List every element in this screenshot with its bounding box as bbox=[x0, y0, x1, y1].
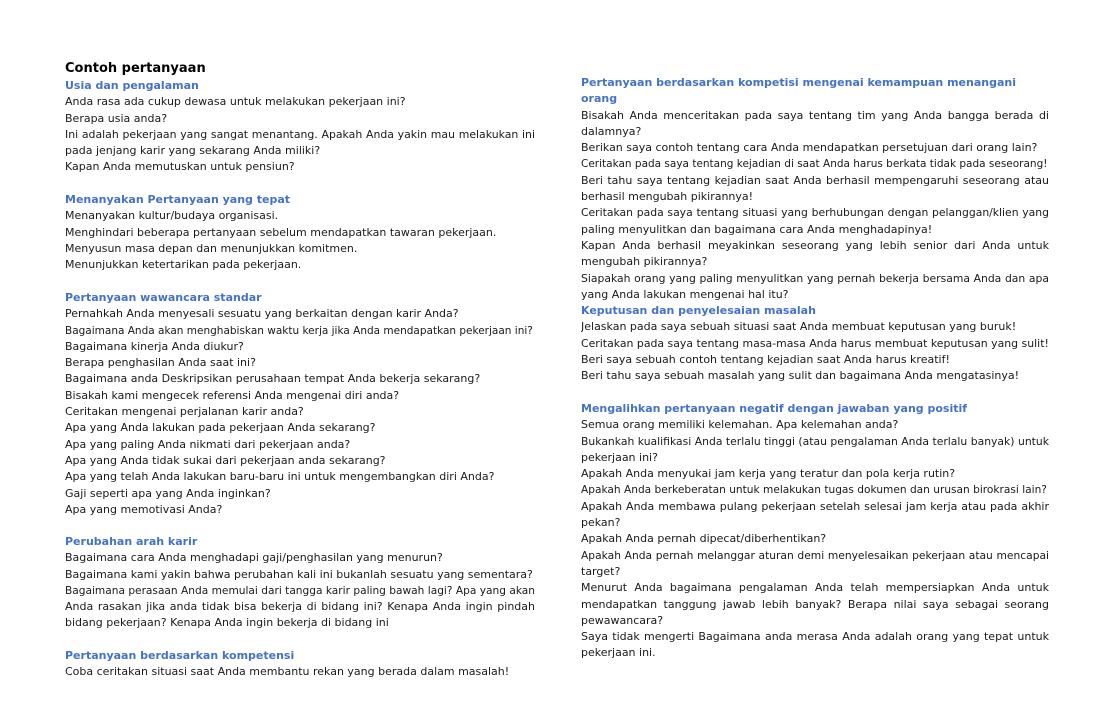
section-berdasarkan-kompetensi bbox=[65, 648, 535, 681]
section-line: pewawancara? bbox=[581, 613, 664, 627]
section-line: Apa yang Anda tidak sukai dari pekerjaan anda sekarang? bbox=[65, 453, 386, 467]
section-line: yang Anda lakukan mengenai hal itu? bbox=[581, 287, 789, 301]
section-line: Menunjukkan ketertarikan pada pekerjaan. bbox=[65, 258, 302, 272]
section-line: Bukankah kualifikasi Anda terlalu tinggi (atau pengalaman Anda terlalu banyak) untuk bbox=[581, 434, 1049, 448]
section-line: Bagaimana perasaan Anda memulai dari tangga karir paling bawah lagi? Apa yang akan bbox=[65, 584, 535, 597]
section-line: Menurut Anda bagaimana pengalaman Anda telah mempersiapkan Anda untuk bbox=[581, 581, 1049, 595]
section-line: Apa yang telah Anda lakukan baru-baru ini untuk mengembangkan diri Anda? bbox=[65, 470, 495, 484]
section-line: Coba ceritakan situasi saat Anda membantu rekan yang berada dalam masalah! bbox=[65, 665, 510, 679]
section-line: Ini adalah pekerjaan yang sangat menantang. Apakah Anda yakin mau melakukan ini bbox=[65, 127, 535, 141]
section-perubahan-arah-karir bbox=[65, 534, 535, 632]
section-heading: Pertanyaan wawancara standar bbox=[65, 291, 262, 304]
section-line: Ceritakan pada saya tentang kejadian di saat Anda harus berkata tidak pada seseorang! bbox=[581, 158, 1048, 171]
section-heading: Keputusan dan penyelesaian masalah bbox=[581, 304, 816, 317]
section-line: pekan? bbox=[581, 516, 621, 530]
section-line: Semua orang memiliki kelemahan. Apa kelemahan anda? bbox=[581, 418, 899, 432]
section-line: Apakah Anda menyukai jam kerja yang teratur dan pola kerja rutin? bbox=[581, 467, 956, 481]
section-line: Bagaimana kami yakin bahwa perubahan kali ini bukanlah sesuatu yang sementara? bbox=[65, 567, 533, 581]
section-line: pekerjaan ini? bbox=[581, 450, 658, 464]
section-line: Anda rasa ada cukup dewasa untuk melakukan pekerjaan ini? bbox=[65, 95, 406, 109]
section-line: pekerjaan ini. bbox=[581, 646, 656, 660]
section-line: Ceritakan pada saya tentang situasi yang berhubungan dengan pelanggan/klien yang bbox=[581, 206, 1049, 220]
section-menanyakan-pertanyaan bbox=[65, 192, 535, 273]
section-heading: Pertanyaan berdasarkan kompetisi mengenai kemampuan menangani orang bbox=[581, 76, 1016, 106]
section-line: Ceritakan pada saya tentang masa-masa Anda harus membuat keputusan yang sulit! bbox=[581, 336, 1049, 350]
section-line: Jelaskan pada saya sebuah situasi saat Anda membuat keputusan yang buruk! bbox=[581, 320, 1017, 334]
section-line: Apa yang paling Anda nikmati dari pekerjaan anda? bbox=[65, 437, 351, 451]
section-line: dalamnya? bbox=[581, 124, 642, 138]
section-line: target? bbox=[581, 564, 621, 578]
section-line: Bagaimana anda Deskripsikan perusahaan tempat Anda bekerja sekarang? bbox=[65, 372, 481, 386]
page-title: Contoh pertanyaan bbox=[65, 61, 206, 76]
section-keputusan-masalah bbox=[581, 303, 1049, 384]
section-usia-dan-pengalaman bbox=[65, 78, 535, 176]
section-line: Apakah Anda pernah dipecat/diberhentikan? bbox=[581, 532, 827, 546]
section-line: Apakah Anda berkeberatan untuk melakukan tugas dokumen dan urusan birokrasi lain? bbox=[581, 484, 1047, 497]
section-line: Siapakah orang yang paling menyulitkan yang pernah bekerja bersama Anda dan apa bbox=[581, 271, 1049, 285]
section-line: Berapa penghasilan Anda saat ini? bbox=[65, 356, 256, 370]
section-heading: Menanyakan Pertanyaan yang tepat bbox=[65, 193, 291, 206]
section-wawancara-standar bbox=[65, 290, 535, 518]
section-line: bidang pekerjaan? Kenapa Anda ingin bekerja di bidang ini bbox=[65, 616, 389, 630]
section-line: Saya tidak mengerti Bagaimana anda merasa Anda adalah orang yang tepat untuk bbox=[581, 630, 1049, 644]
section-line: Menghindari beberapa pertanyaan sebelum mendapatkan tawaran pekerjaan. bbox=[65, 225, 497, 239]
section-line: Bagaimana Anda akan menghabiskan waktu kerja jika Anda mendapatkan pekerjaan ini? bbox=[65, 324, 533, 337]
section-line: Anda rasakan jika anda tidak bisa bekerja di bidang ini? Kenapa Anda ingin pindah bbox=[65, 600, 535, 614]
section-line: Berikan saya contoh tentang cara Anda mendapatkan persetujuan dari orang lain? bbox=[581, 141, 1038, 155]
section-heading: Perubahan arah karir bbox=[65, 535, 198, 548]
section-heading: Mengalihkan pertanyaan negatif dengan jawaban yang positif bbox=[581, 402, 968, 415]
section-line: Ceritakan mengenai perjalanan karir anda? bbox=[65, 405, 304, 419]
section-line: Kapan Anda memutuskan untuk pensiun? bbox=[65, 160, 295, 174]
section-line: mengubah pikirannya? bbox=[581, 255, 708, 269]
section-line: Beri tahu saya sebuah masalah yang sulit dan bagaimana Anda mengatasinya! bbox=[581, 369, 1020, 383]
section-line: berhasil mengubah pikirannya! bbox=[581, 190, 754, 204]
section-line: Bisakah kami mengecek referensi Anda mengenai diri anda? bbox=[65, 388, 400, 402]
section-line: Pernahkah Anda menyesali sesuatu yang berkaitan dengan karir Anda? bbox=[65, 307, 459, 321]
section-line: paling menyulitkan dan bagaimana cara Anda menghadapinya! bbox=[581, 222, 933, 236]
section-line: Apa yang memotivasi Anda? bbox=[65, 502, 223, 516]
section-heading: Pertanyaan berdasarkan kompetensi bbox=[65, 649, 295, 662]
section-line: Menanyakan kultur/budaya organisasi. bbox=[65, 209, 279, 223]
section-line: Apa yang Anda lakukan pada pekerjaan Anda sekarang? bbox=[65, 421, 376, 435]
section-heading: Usia dan pengalaman bbox=[65, 79, 199, 92]
section-line: Apakah Anda membawa pulang pekerjaan setelah selesai jam kerja atau pada akhir bbox=[581, 499, 1049, 513]
section-line: Menyusun masa depan dan menunjukkan komitmen. bbox=[65, 241, 358, 255]
section-line: Bisakah Anda menceritakan pada saya tentang tim yang Anda bangga berada di bbox=[581, 108, 1049, 122]
section-menangani-orang bbox=[581, 75, 1049, 303]
section-line: Gaji seperti apa yang Anda inginkan? bbox=[65, 486, 271, 500]
section-line: pada jenjang karir yang sekarang Anda miliki? bbox=[65, 144, 321, 158]
section-line: Bagaimana cara Anda menghadapi gaji/penghasilan yang menurun? bbox=[65, 551, 443, 565]
section-line: Bagaimana kinerja Anda diukur? bbox=[65, 339, 244, 353]
section-line: Berapa usia anda? bbox=[65, 111, 168, 125]
section-line: mendapatkan tanggung jawab lebih banyak? Berapa nilai saya sebagai seorang bbox=[581, 597, 1049, 611]
section-line: Beri saya sebuah contoh tentang kejadian saat Anda harus kreatif! bbox=[581, 352, 950, 366]
section-line: Kapan Anda berhasil meyakinkan seseorang yang lebih senior dari Anda untuk bbox=[581, 238, 1049, 252]
section-line: Beri tahu saya tentang kejadian saat Anda berhasil mempengaruhi seseorang atau bbox=[581, 173, 1049, 187]
section-line: Apakah Anda pernah melanggar aturan demi menyelesaikan pekerjaan atau mencapai bbox=[581, 548, 1049, 562]
section-pertanyaan-negatif bbox=[581, 401, 1049, 662]
